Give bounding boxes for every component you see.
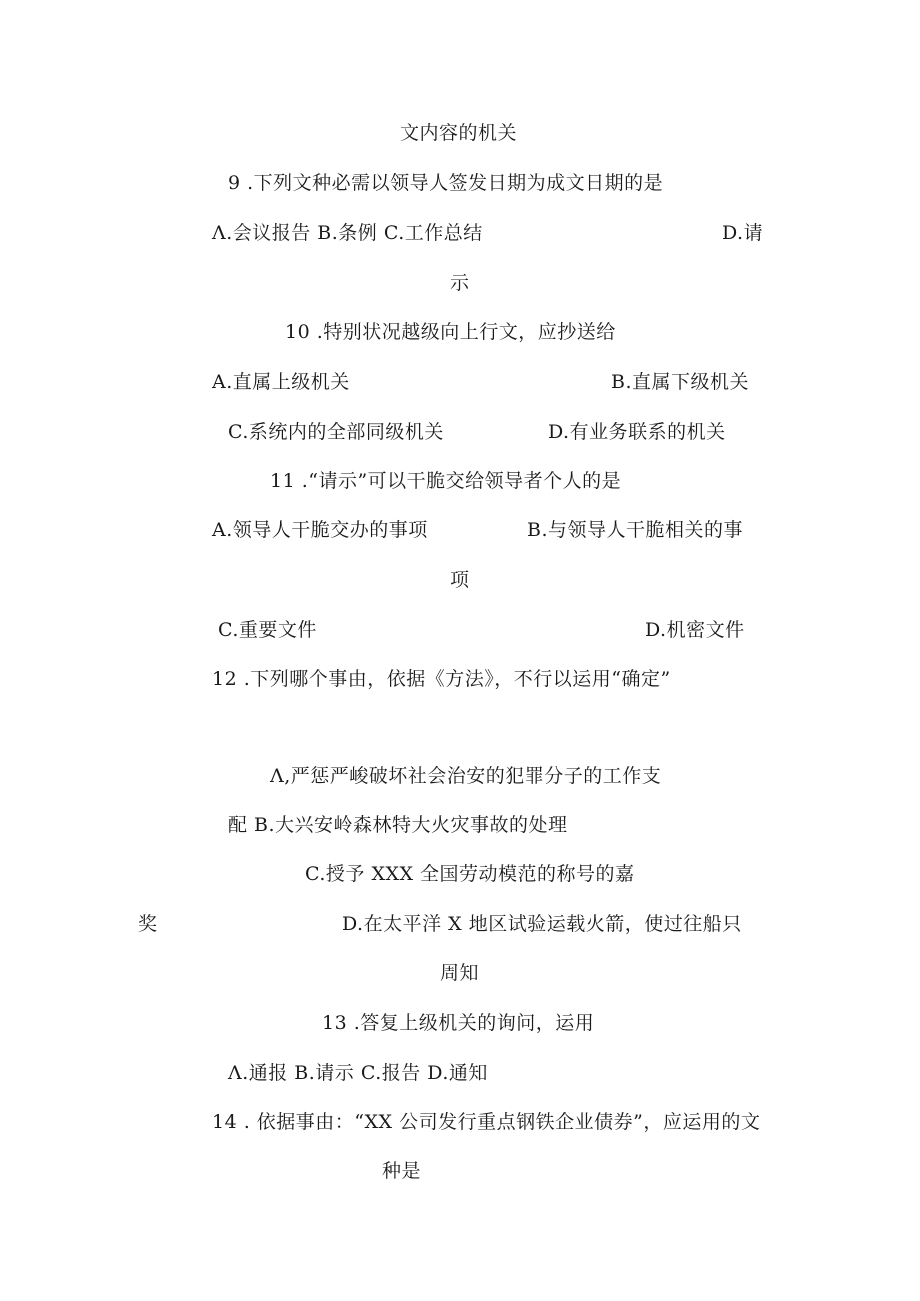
text-line: 文内容的机关 <box>400 122 518 144</box>
option-line: 配 B.大兴安岭森林特大火灾事故的处理 <box>228 814 568 836</box>
option-d: D.机密文件 <box>645 619 745 641</box>
text-line: 种是 <box>382 1160 422 1182</box>
text-line: 项 <box>450 569 470 591</box>
question-12: 12 .下列哪个事由，依据《方法》，不行以运用“确定” <box>212 668 671 690</box>
option-b: B.与领导人干脆相关的事 <box>527 519 744 541</box>
question-9: 9 .下列文种必需以领导人签发日期为成文日期的是 <box>228 172 664 194</box>
option-a: A.领导人干脆交办的事项 <box>212 519 428 541</box>
option-line: D.请 <box>722 222 764 244</box>
option-c: C.系统内的全部同级机关 <box>228 421 444 443</box>
option-d: D.有业务联系的机关 <box>548 421 726 443</box>
option-c: C.重要文件 <box>218 619 317 641</box>
option-line: Λ.通报 B.请示 C.报告 D.通知 <box>228 1062 488 1084</box>
text-line: 示 <box>450 272 470 294</box>
option-a: Λ,严惩严峻破坏社会治安的犯罪分子的工作支 <box>270 765 662 787</box>
question-11: 11 .“请示”可以干脆交给领导者个人的是 <box>270 470 622 492</box>
question-13: 13 .答复上级机关的询问，运用 <box>322 1012 595 1034</box>
option-c: C.授予 XXX 全国劳动模范的称号的嘉 <box>305 863 635 885</box>
text-line: 周知 <box>440 962 480 984</box>
option-a: A.直属上级机关 <box>212 371 350 393</box>
option-b: B.直属下级机关 <box>611 371 750 393</box>
option-line: Λ.会议报告 B.条例 C.工作总结 <box>212 222 483 244</box>
option-d: D.在太平洋 X 地区试验运载火箭，使过往船只 <box>342 913 742 935</box>
question-10: 10 .特别状况越级向上行文，应抄送给 <box>285 321 616 343</box>
question-14: 14 . 依据事由：“XX 公司发行重点钢铁企业债券”，应运用的文 <box>212 1111 761 1133</box>
text-line: 奖 <box>138 913 158 935</box>
